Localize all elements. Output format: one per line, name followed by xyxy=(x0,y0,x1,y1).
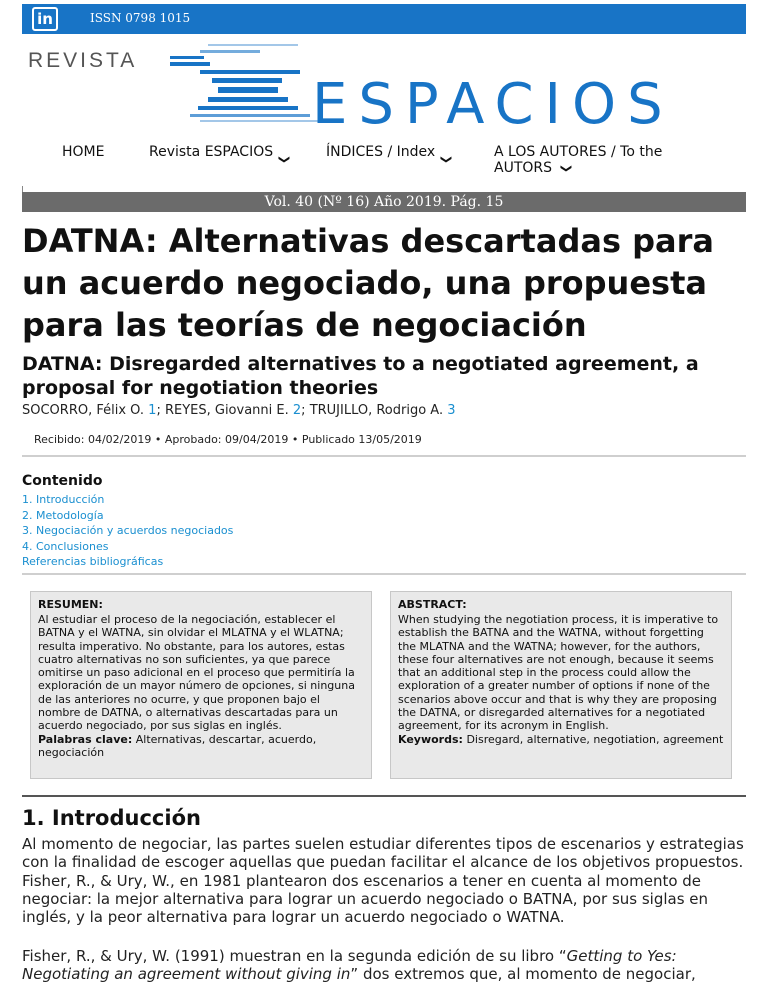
abstract-keywords-text: Disregard, alternative, negotiation, agreement xyxy=(466,732,724,746)
logo-big-text: ESPACIOS xyxy=(312,72,674,137)
abstract-keywords xyxy=(398,733,725,746)
main-nav xyxy=(22,144,746,190)
nav-home[interactable] xyxy=(62,144,104,160)
author-1-ref-link[interactable]: 1 xyxy=(148,403,157,418)
chevron-down-icon: ❯ xyxy=(278,154,292,165)
toc-link-negociacion[interactable]: 3. Negociación y acuerdos negociados xyxy=(22,524,234,537)
article-title: DATNA: Alternativas descartadas para un acuerdo negociado, una propuesta para las teorías de negociación xyxy=(22,222,714,344)
divider xyxy=(22,795,746,797)
author-2-ref-link[interactable]: 2 xyxy=(292,403,302,418)
author-1: SOCORRO, Félix O. xyxy=(22,403,145,418)
resumen-keywords-text: Alternativas, descartar, acuerdo, negociación xyxy=(38,732,317,759)
abstract-heading: ABSTRACT: xyxy=(398,598,467,611)
intro-paragraph-1: Al momento de negociar, las partes suelen estudiar diferentes tipos de escenarios y estrategias con la finalidad de escoger aquellas que puedan facilitar el alcance de los objetivos propuestos. Fisher, R., & Ury, W., en 1981 plantearon dos escenarios a tener en cuenta al momento de negociar: la mejor alternativa para lograr un acuerdo negociado o BATNA, por sus siglas en inglés, y la peor alternativa para lograr un acuerdo negociado o WATNA. xyxy=(22,835,744,927)
volume-bar: Vol. 40 (Nº 16) Año 2019. Pág. 15 xyxy=(22,192,746,212)
nav-indices[interactable] xyxy=(326,144,458,165)
revista-espacios-logo[interactable] xyxy=(22,40,746,140)
resumen-text: Al estudiar el proceso de la negociación, establecer el BATNA y el WATNA, sin olvidar el MLATNA y el WLATNA; resulta imperativo. No obstante, para los autores, estas cuatro alternativas no son suficientes, ya que parece omitirse un paso adicional en el proceso que permitiría la exploración de un mayor número de opciones, si ninguna de las anteriores no ocurre, y que proponen bajo el nombre de DATNA, o alternativas descartadas para un acuerdo negociado, por sus siglas en inglés. xyxy=(38,613,355,733)
toc-link-metodologia[interactable]: 2. Metodología xyxy=(22,508,104,522)
article-subtitle: DATNA: Disregarded alternatives to a negotiated agreement, a proposal for negotiation theories xyxy=(22,353,699,399)
nav-home-label: HOME xyxy=(62,144,105,160)
nav-revista[interactable] xyxy=(149,144,296,165)
publication-dates: Recibido: 04/02/2019 • Aprobado: 09/04/2019 • Publicado 13/05/2019 xyxy=(34,433,422,446)
author-3: TRUJILLO, Rodrigo A. xyxy=(309,403,444,418)
resumen-heading: RESUMEN: xyxy=(38,598,103,611)
logo-small-text: REVISTA xyxy=(28,49,138,72)
author-3-ref-link[interactable]: 3 xyxy=(447,403,456,418)
resumen-keywords xyxy=(38,733,365,760)
intro-p2-start: Fisher, R., & Ury, W. (1991) muestran en la segunda edición de su libro “ xyxy=(22,947,567,965)
authors-line: SOCORRO, Félix O. 1; REYES, Giovanni E. 2; TRUJILLO, Rodrigo A. 3 xyxy=(22,403,456,418)
toc-title: Contenido xyxy=(22,473,103,489)
author-2: REYES, Giovanni E. xyxy=(164,403,289,418)
book-title: Getting to Yes: Negotiating an agreement without giving in xyxy=(22,947,677,984)
nav-autores[interactable] xyxy=(494,144,694,176)
top-bar xyxy=(22,4,746,34)
chevron-down-icon: ❯ xyxy=(440,154,454,165)
intro-p2-end: ” dos extremos que, al momento de negociar, xyxy=(350,965,696,984)
toc-link-referencias[interactable]: Referencias bibliográficas xyxy=(22,555,164,568)
nav-indices-label: ÍNDICES / Index xyxy=(326,144,436,160)
section-heading-introduccion: 1. Introducción xyxy=(22,806,201,830)
abstract-text: When studying the negotiation process, it is imperative to establish the BATNA and the WATNA, without forgetting the MLATNA and the WATNA; however, for the authors, these four alternatives are not enough, because it seems that an additional step in the process could allow the exploration of a greater number of options if none of the scenarios above occur and that is why they are proposing the DATNA, or disregarded alternatives for a negotiated agreement, for its acronym in English. xyxy=(398,613,719,733)
nav-autores-label: A LOS AUTORES / To the AUTORS xyxy=(494,144,663,176)
nav-revista-label: Revista ESPACIOS xyxy=(149,144,274,160)
divider xyxy=(22,573,746,575)
divider xyxy=(22,455,746,457)
issn-label: ISSN 0798 1015 xyxy=(90,11,191,25)
toc-link-introduccion[interactable]: 1. Introducción xyxy=(22,493,105,506)
intro-paragraph-2 xyxy=(22,947,746,984)
abstract-box xyxy=(22,585,746,785)
abstract-keywords-label: Keywords: xyxy=(398,732,463,746)
chevron-down-icon: ❯ xyxy=(560,163,574,174)
linkedin-icon[interactable]: in xyxy=(32,7,58,31)
abstract-column xyxy=(390,591,732,779)
resumen-keywords-label: Palabras clave: xyxy=(38,732,133,746)
toc-link-conclusiones[interactable]: 4. Conclusiones xyxy=(22,539,109,553)
logo-stripes xyxy=(170,44,320,122)
table-of-contents xyxy=(22,492,233,570)
resumen-column xyxy=(30,591,372,779)
